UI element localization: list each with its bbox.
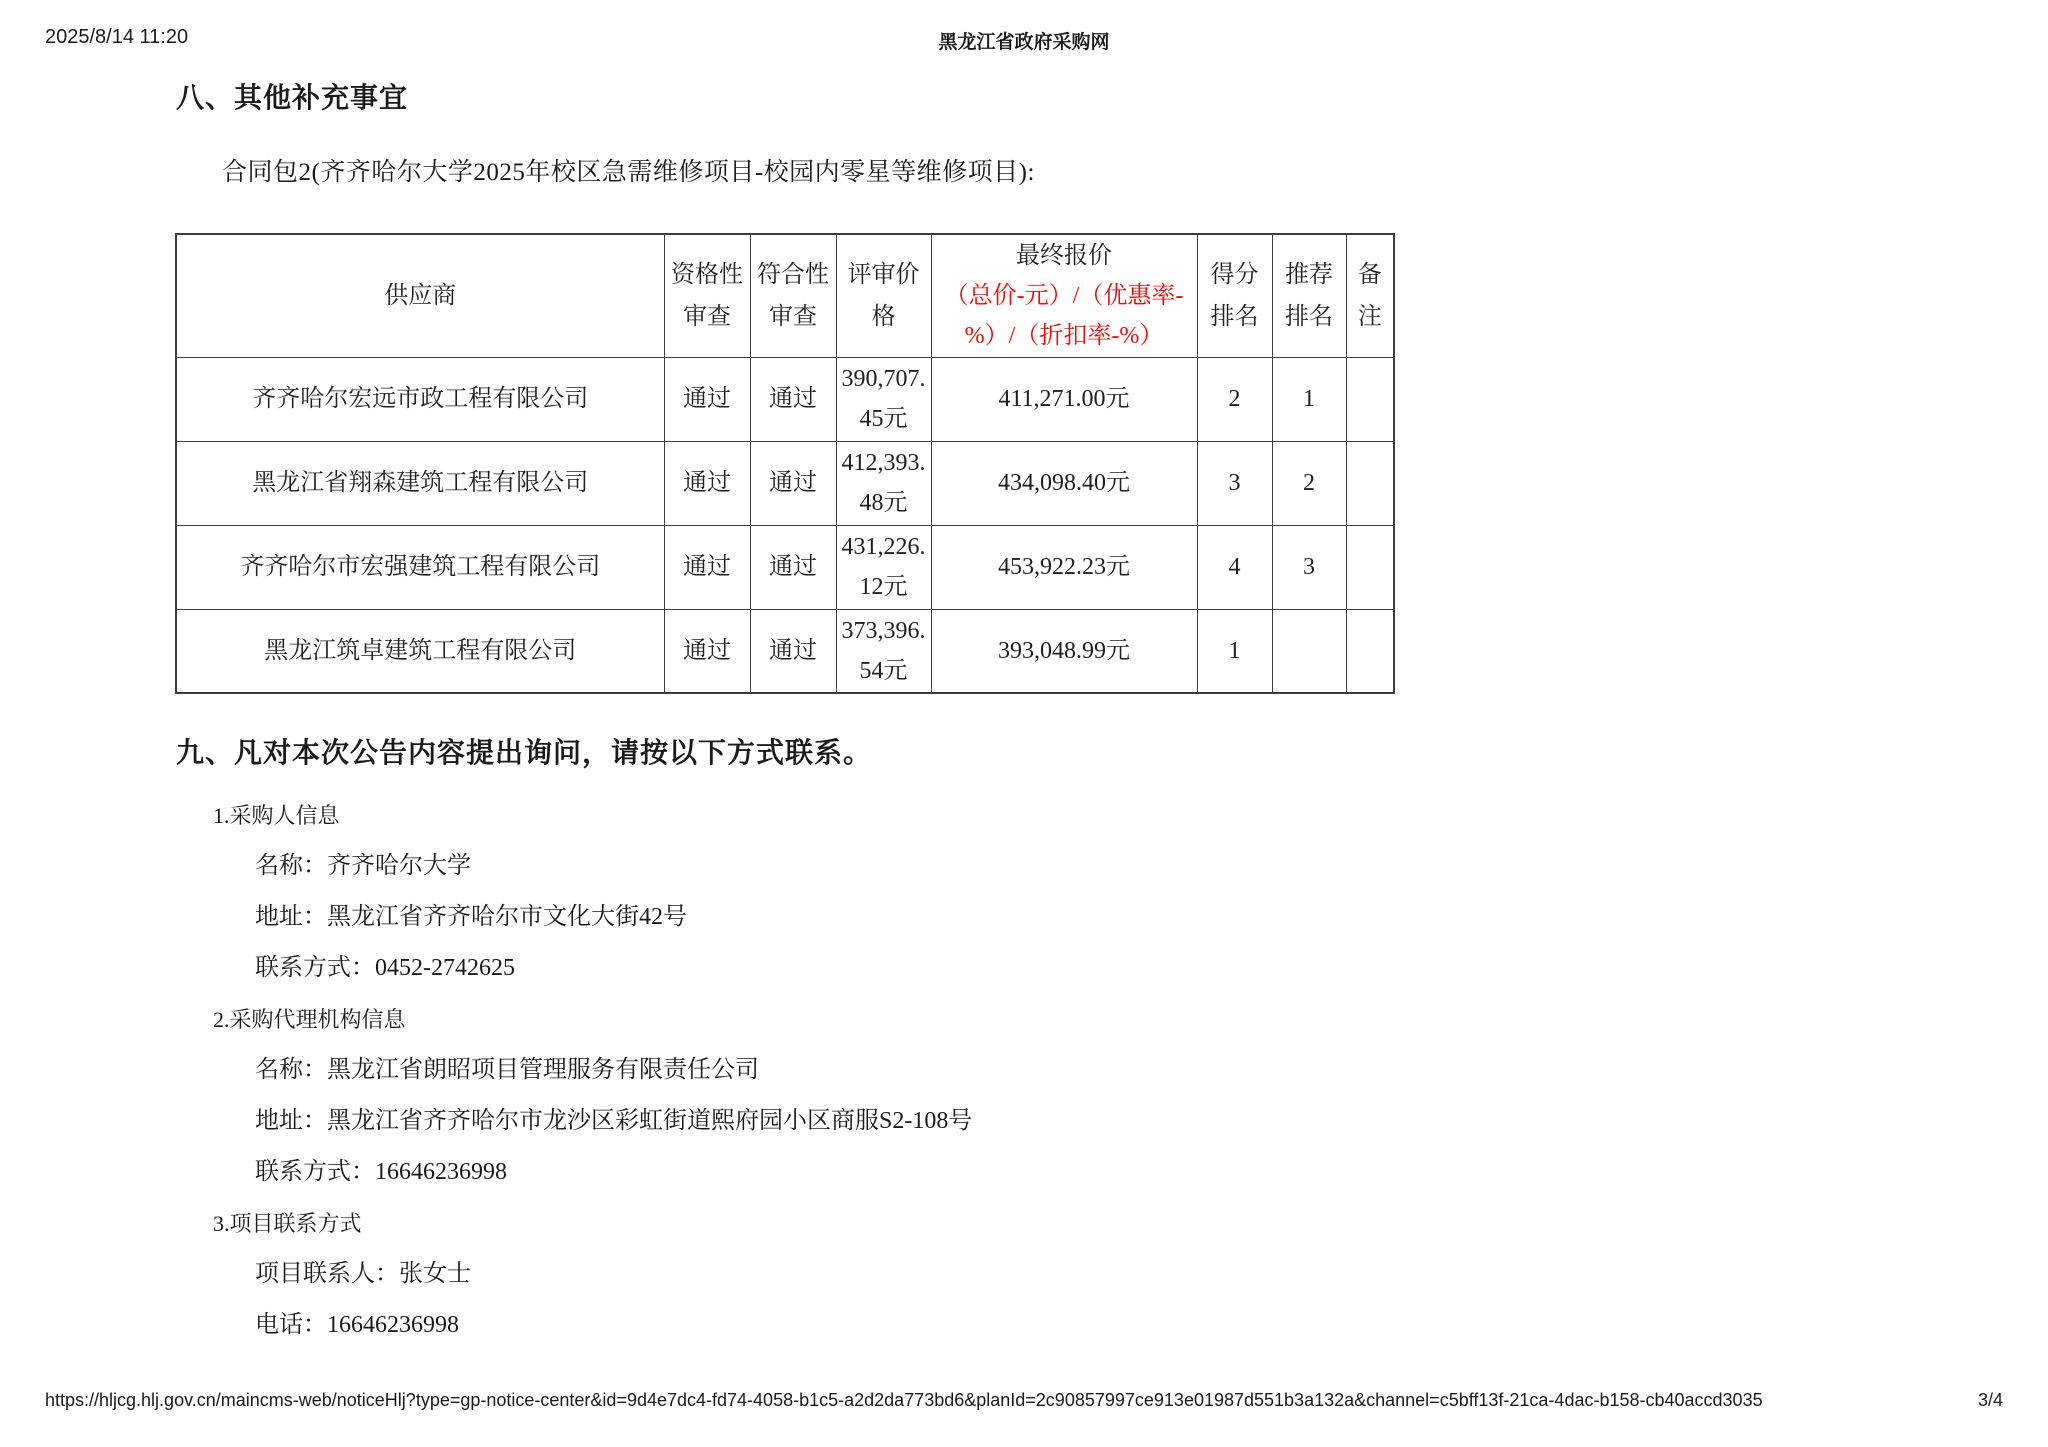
page-indicator: 3/4 [1977,1390,2003,1410]
remark-cell [1346,357,1394,441]
table-header-row [176,234,1394,357]
conformity-cell: 通过 [750,441,836,525]
agency-address: 地址：黑龙江省齐齐哈尔市龙沙区彩虹街道熙府园小区商服S2-108号 [255,1108,973,1134]
col-header-review-price: 评审价格 [836,234,931,357]
recommend-rank-cell: 1 [1272,357,1346,441]
col-header-final-offer [931,234,1197,357]
col-header-qualification-review: 资格性审查 [664,234,750,357]
project-phone: 电话：16646236998 [255,1312,459,1338]
final-offer-cell: 453,922.23元 [931,525,1197,609]
conformity-cell: 通过 [750,609,836,693]
section-heading-supplement: 八、其他补充事宜 [176,83,409,114]
project-contact-label: 3.项目联系方式 [213,1211,362,1236]
table-row [176,357,1394,441]
purchaser-contact: 联系方式：0452-2742625 [255,955,515,981]
table-row [176,441,1394,525]
review-price-cell: 412,393.48元 [836,441,931,525]
col-header-recommend-rank: 推荐排名 [1272,234,1346,357]
qualification-cell: 通过 [664,441,750,525]
contract-package-line: 合同包2(齐齐哈尔大学2025年校区急需维修项目-校园内零星等维修项目): [222,159,1035,186]
remark-cell [1346,441,1394,525]
section-heading-contact: 九、凡对本次公告内容提出询问，请按以下方式联系。 [176,738,873,769]
final-offer-cell: 393,048.99元 [931,609,1197,693]
bid-evaluation-table [175,233,1395,694]
table-row [176,609,1394,693]
recommend-rank-cell: 3 [1272,525,1346,609]
site-title: 黑龙江省政府采购网 [938,32,1110,53]
final-offer-subtitle: （总价-元）/（优惠率-%）/（折扣率-%） [944,282,1184,349]
agency-name: 名称：黑龙江省朗昭项目管理服务有限责任公司 [255,1057,759,1083]
qualification-cell: 通过 [664,357,750,441]
col-header-supplier: 供应商 [176,234,664,357]
supplier-cell: 黑龙江省翔森建筑工程有限公司 [176,441,664,525]
purchaser-address: 地址：黑龙江省齐齐哈尔市文化大街42号 [255,904,687,930]
review-price-cell: 390,707.45元 [836,357,931,441]
score-rank-cell: 1 [1197,609,1272,693]
purchaser-info-label: 1.采购人信息 [213,803,340,828]
remark-cell [1346,525,1394,609]
table-row [176,525,1394,609]
qualification-cell: 通过 [664,525,750,609]
purchaser-name: 名称：齐齐哈尔大学 [255,853,471,879]
recommend-rank-cell [1272,609,1346,693]
score-rank-cell: 4 [1197,525,1272,609]
agency-info-label: 2.采购代理机构信息 [213,1007,406,1032]
agency-contact: 联系方式：16646236998 [255,1159,507,1185]
source-url: https://hljcg.hlj.gov.cn/maincms-web/noticeHlj?type=gp-notice-center&id=9d4e7dc4-fd74-4058-b1c5-a2d2da773bd6&planId=2c90857997ce913e01987d551b3a132a&channel=c5bff13f-21ca-4dac-b158-cb40accd3035 [45,1390,1763,1410]
supplier-cell: 齐齐哈尔宏远市政工程有限公司 [176,357,664,441]
contact-info-block [175,790,972,1351]
review-price-cell: 431,226.12元 [836,525,931,609]
final-offer-cell: 411,271.00元 [931,357,1197,441]
project-contact-person: 项目联系人：张女士 [255,1261,471,1287]
col-header-score-rank: 得分排名 [1197,234,1272,357]
conformity-cell: 通过 [750,525,836,609]
print-footer [45,1390,2003,1411]
recommend-rank-cell: 2 [1272,441,1346,525]
review-price-cell: 373,396.54元 [836,609,931,693]
final-offer-title: 最终报价 [1016,242,1112,269]
col-header-remark: 备注 [1346,234,1394,357]
score-rank-cell: 3 [1197,441,1272,525]
col-header-conformity-review: 符合性审查 [750,234,836,357]
score-rank-cell: 2 [1197,357,1272,441]
remark-cell [1346,609,1394,693]
print-timestamp: 2025/8/14 11:20 [45,26,189,48]
qualification-cell: 通过 [664,609,750,693]
final-offer-cell: 434,098.40元 [931,441,1197,525]
supplier-cell: 黑龙江筑卓建筑工程有限公司 [176,609,664,693]
conformity-cell: 通过 [750,357,836,441]
supplier-cell: 齐齐哈尔市宏强建筑工程有限公司 [176,525,664,609]
